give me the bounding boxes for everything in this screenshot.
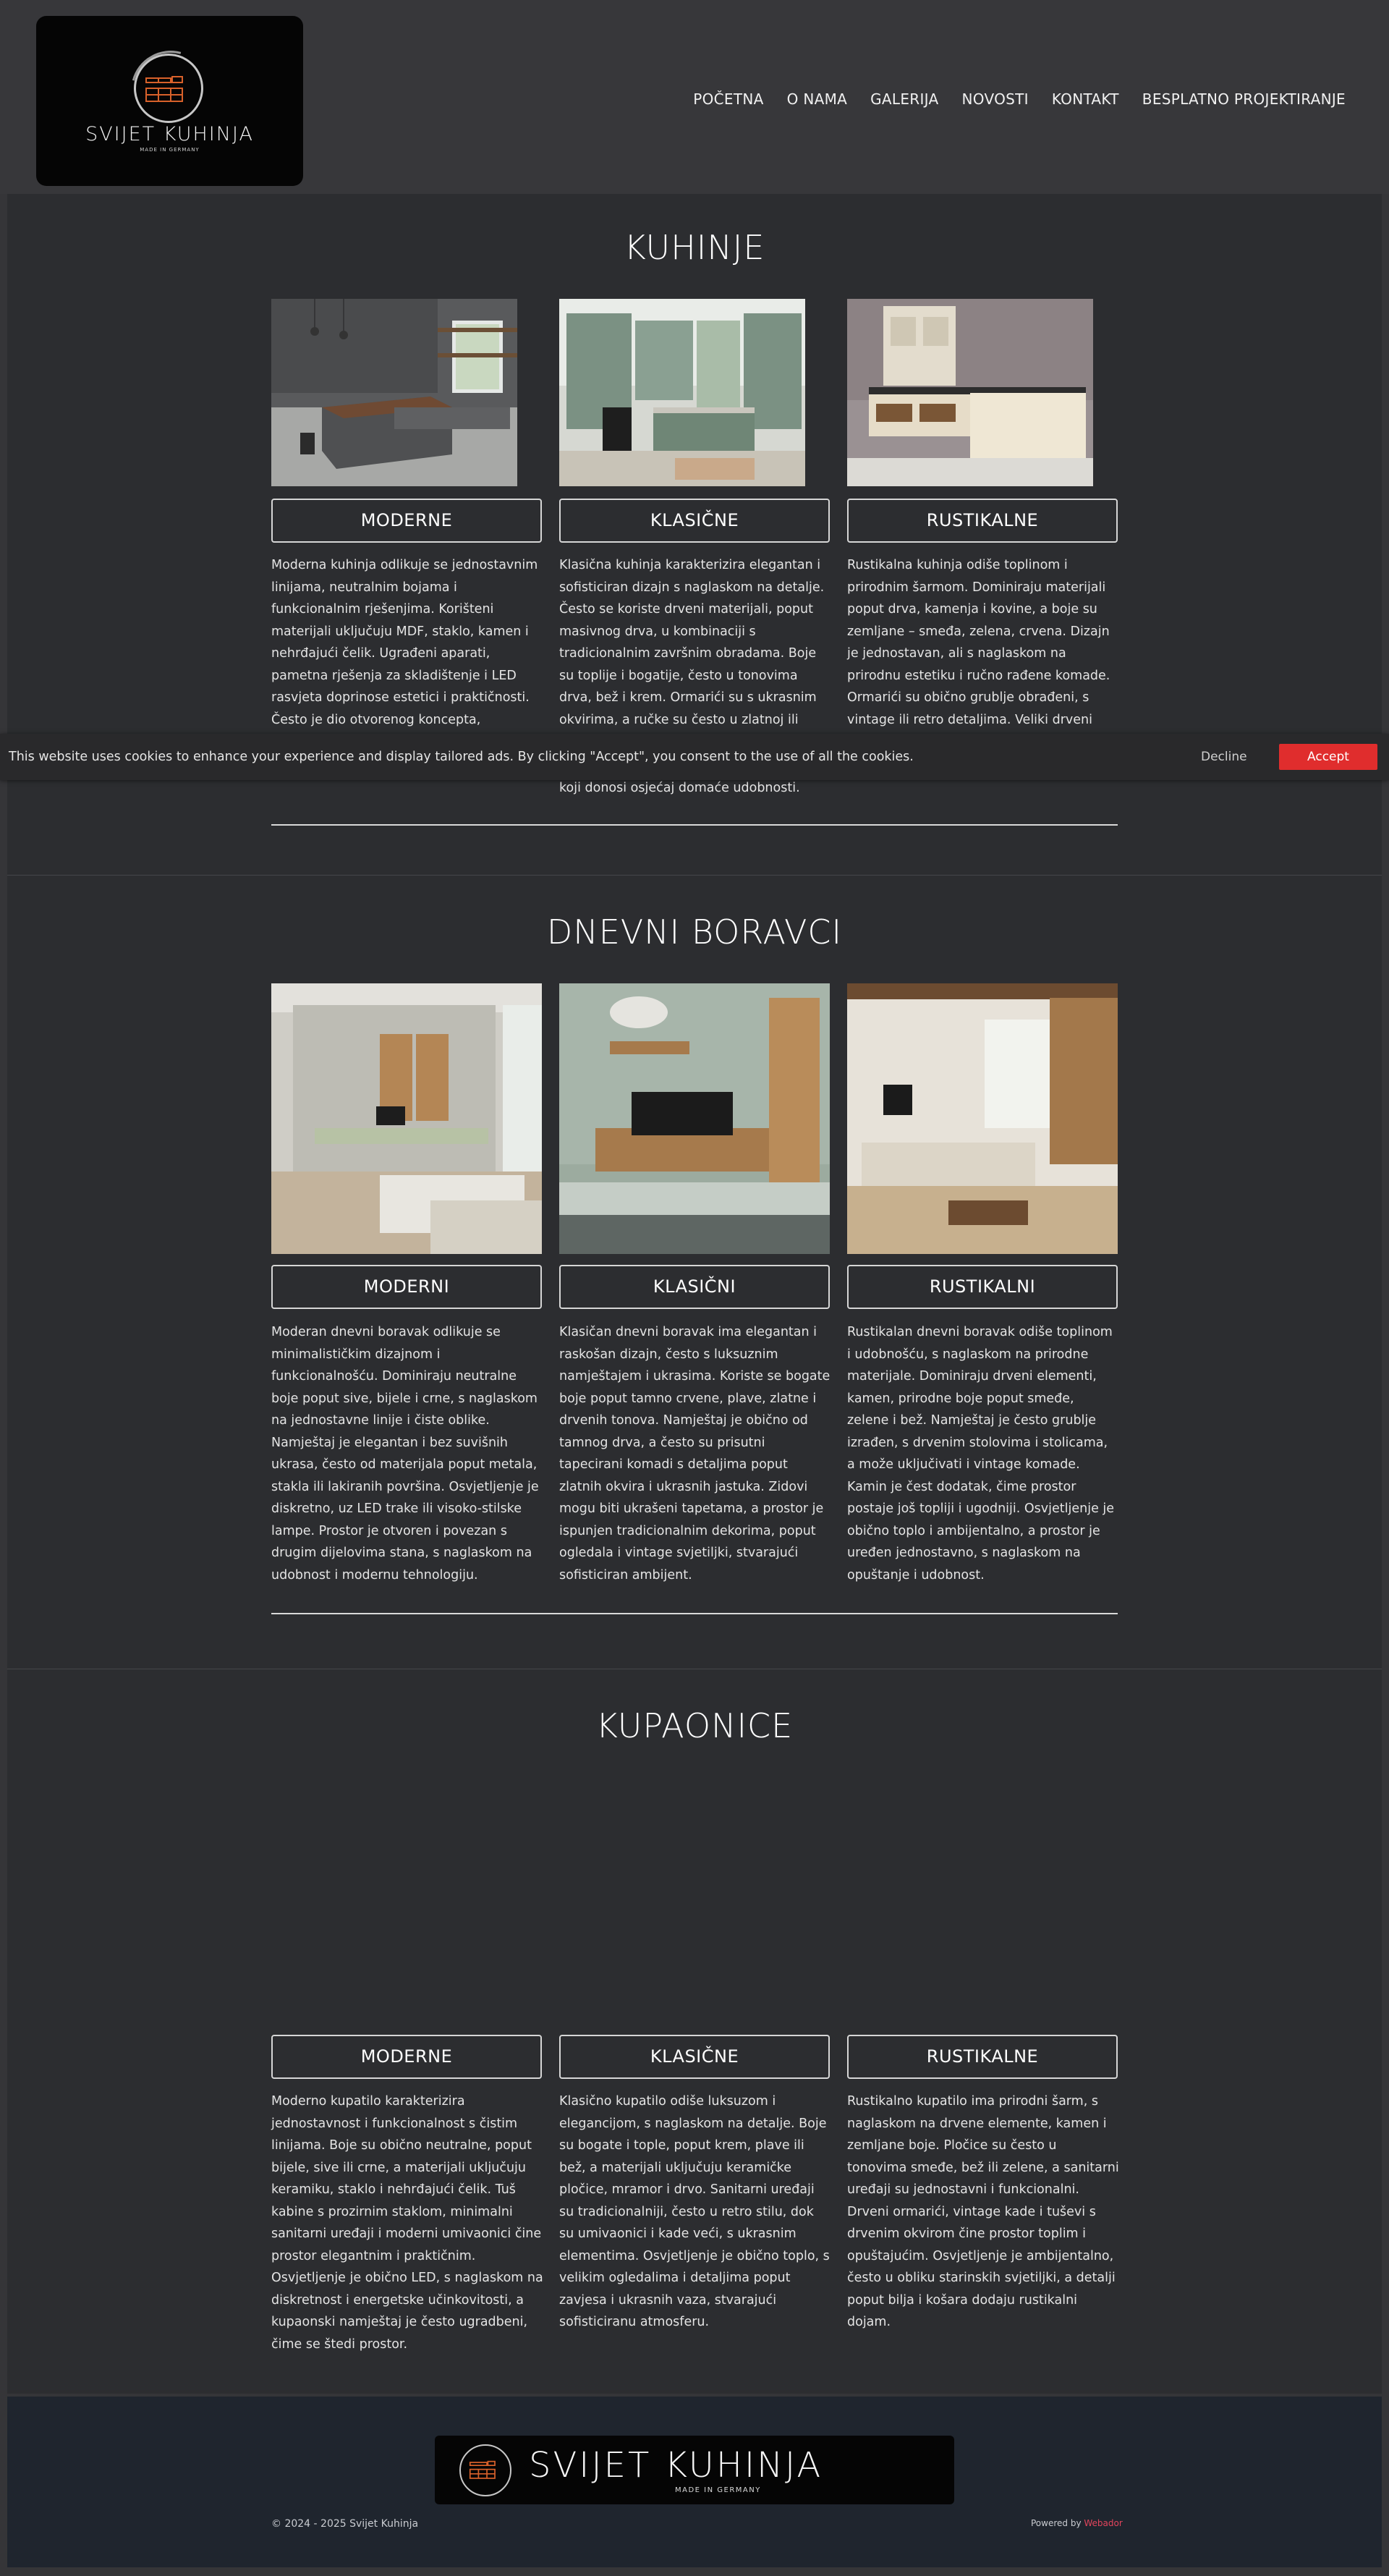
classic-kitchen-image <box>559 299 805 486</box>
category-button-klasicne-kupaonice[interactable]: KLASIČNE <box>559 2035 830 2079</box>
rustic-living-room-image <box>847 983 1118 1254</box>
powered-by <box>1031 2518 1123 2528</box>
kitchen-logo-icon <box>468 2457 503 2483</box>
nav-item-pocetna[interactable]: POČETNA <box>693 90 764 108</box>
category-button-rustikalne-kupaonice[interactable]: RUSTIKALNE <box>847 2035 1118 2079</box>
section-title-kuhinje: KUHINJE <box>624 228 765 267</box>
site-header <box>0 0 1389 194</box>
site-footer <box>7 2397 1382 2567</box>
modern-kitchen-image <box>271 299 517 486</box>
description-klasicne-kupaonice: Klasično kupatilo odiše luksuzom i elegancijom, s naglaskom na detalje. Boje su bogate i tople, poput krem, plave ili bež, a materijali uključuju keramičke pločice, mramor i drvo. Sanitarni uređaji su tradicionalniji, često u retro stilu, dok su umivaonici i kade veći, s ukrasnim elementima. Osvjetljenje je obično toplo, s velikim ogledalima i detaljima poput zavjesa i ukrasnih vaza, stvarajući sofisticiranu atmosferu. <box>559 2094 830 2329</box>
section-title-kupaonice: KUPAONICE <box>595 1706 794 1745</box>
category-button-moderne-kuhinje[interactable]: MODERNE <box>271 499 542 543</box>
copyright-text: © 2024 - 2025 Svijet Kuhinja <box>271 2518 419 2530</box>
footer-logo-tagline: MADE IN GERMANY <box>675 2486 761 2494</box>
category-button-moderni-boravci[interactable]: MODERNI <box>271 1265 542 1309</box>
description-klasicne-kuhinje-tail: koji donosi osjećaj domaće udobnosti. <box>559 781 800 795</box>
section-title-dnevni-boravci: DNEVNI BORAVCI <box>546 912 843 952</box>
category-button-klasicne-kuhinje[interactable]: KLASIČNE <box>559 499 830 543</box>
description-moderne-kupaonice: Moderno kupatilo karakterizira jednostavnost i funkcionalnost s čistim linijama. Boje su obično neutralne, poput bijele, sive ili crne, a materijali uključuju keramiku, staklo i nehrđajući čelik. Tuš kabine s prozirnim staklom, minimalni sanitarni uređaji i moderni umivaonici čine prostor elegantnim i praktičnim. Osvjetljenje je obično LED, s naglaskom na diskretnost i energetske učinkovitosti, a kupaonski namještaj je često ugradbeni, čime se štedi prostor. <box>271 2094 543 2352</box>
section-divider <box>271 1613 1118 1614</box>
main-nav <box>693 90 1346 108</box>
cookie-banner <box>0 734 1389 780</box>
powered-by-link[interactable]: Webador <box>1084 2518 1123 2528</box>
rustic-kitchen-image <box>847 299 1093 486</box>
cookie-accept-button[interactable]: Accept <box>1279 744 1377 770</box>
description-klasicne-kuhinje: Klasična kuhinja karakterizira elegantan i sofisticiran dizajn s naglaskom na detalje. Često se koriste drveni materijali, poput masivnog drva, u kombinaciji s tradicionalnim završnim obradama. Boje su toplije i bogatije, često u tonovima drva, bež i krem. Ormarići su s ukrasnim okvirima, a ručke su često u zlatnoj ili <box>559 558 825 727</box>
nav-item-kontakt[interactable]: KONTAKT <box>1051 90 1119 108</box>
category-button-klasicni-boravci[interactable]: KLASIČNI <box>559 1265 830 1309</box>
modern-living-room-image <box>271 983 542 1254</box>
logo-tagline: MADE IN GERMANY <box>140 147 200 153</box>
nav-item-galerija[interactable]: GALERIJA <box>870 90 939 108</box>
logo-wordmark: SVIJET KUHINJA <box>85 123 254 145</box>
footer-logo[interactable] <box>435 2436 954 2504</box>
description-klasicni-boravci: Klasičan dnevni boravak ima elegantan i raskošan dizajn, često s luksuznim namještajem i ukrasima. Koriste se bogate boje poput tamno crvene, plave, zlatne i drvenih tonova. Namještaj je obično od tamnog drva, a često su prisutni tapecirani komadi s detaljima poput zlatnih okvira i ukrasnih jastuka. Zidovi mogu biti ukrašeni tapetama, a prostor je ispunjen tradicionalnim dekorima, poput ogledala i vintage svjetiljki, stvarajući sofisticiran ambijent. <box>559 1325 831 1583</box>
classic-living-room-image <box>559 983 830 1254</box>
powered-by-prefix: Powered by <box>1031 2518 1084 2528</box>
cookie-decline-button[interactable]: Decline <box>1201 750 1247 764</box>
kitchen-logo-icon <box>143 75 194 104</box>
site-logo[interactable] <box>36 16 303 186</box>
description-rustikalne-kupaonice: Rustikalno kupatilo ima prirodni šarm, s naglaskom na drvene elemente, kamen i zemljane boje. Pločice su često u tonovima smeđe, bež ili zelene, a sanitarni uređaji su jednostavni i funkcionalni. Drveni ormarići, vintage kade i tuševi s drvenim okvirom čine prostor toplim i opuštajućim. Osvjetljenje je ambijentalno, često u obliku starinskih svjetiljki, a detalji poput bilja i košara dodaju rustikalni dojam. <box>847 2094 1119 2329</box>
cookie-message: This website uses cookies to enhance your experience and display tailored ads. By clicking "Accept", you consent to the use of all the cookies. <box>9 750 914 764</box>
category-button-rustikalne-kuhinje[interactable]: RUSTIKALNE <box>847 499 1118 543</box>
nav-item-novosti[interactable]: NOVOSTI <box>961 90 1029 108</box>
section-divider <box>271 824 1118 826</box>
nav-item-besplatno-projektiranje[interactable]: BESPLATNO PROJEKTIRANJE <box>1142 90 1346 108</box>
description-rustikalne-kuhinje: Rustikalna kuhinja odiše toplinom i prirodnim šarmom. Dominiraju materijali poput drva, kamenja i kovine, a boje su zemljane – smeđa, zelena, crvena. Dizajn je jednostavan, ali s naglaskom na prirodnu estetiku i ručno rađene komade. Ormarići su obično grublje obrađeni, s vintage ili retro detaljima. Veliki drveni <box>847 558 1110 727</box>
description-rustikalni-boravci: Rustikalan dnevni boravak odiše toplinom i udobnošću, s naglaskom na prirodne materijale. Dominiraju drveni elementi, kamen, prirodne boje poput smeđe, zelene i bež. Namještaj je često grublje izrađen, s drvenim stolovima i stolicama, a može uključivati i vintage komade. Kamin je čest dodatak, čime prostor postaje još topliji i ugodniji. Osvjetljenje je obično toplo i ambijentalno, a prostor je uređen jednostavno, s naglaskom na opuštanje i udobnost. <box>847 1325 1115 1583</box>
section-separator <box>7 875 1382 876</box>
description-moderne-kuhinje: Moderna kuhinja odlikuje se jednostavnim linijama, neutralnim bojama i funkcionalnim rješenjima. Korišteni materijali uključuju MDF, staklo, kamen i nehrđajući čelik. Ugrađeni aparati, pametna rješenja za skladištenje i LED rasvjeta doprinose estetici i praktičnosti. Često je dio otvorenog koncepta, <box>271 558 538 727</box>
category-button-rustikalni-boravci[interactable]: RUSTIKALNI <box>847 1265 1118 1309</box>
description-moderni-boravci: Moderan dnevni boravak odlikuje se minimalističkim dizajnom i funkcionalnošću. Dominiraju neutralne boje poput sive, bijele i crne, s naglaskom na jednostavne linije i čiste oblike. Namještaj je elegantan i bez suvišnih ukrasa, često od materijala poput metala, stakla ili lakiranih površina. Osvjetljenje je diskretno, uz LED trake ili visoko-stilske lampe. Prostor je otvoren i povezan s drugim dijelovima stana, s naglaskom na udobnost i modernu tehnologiju. <box>271 1325 539 1583</box>
nav-item-o-nama[interactable]: O NAMA <box>786 90 848 108</box>
footer-logo-wordmark: SVIJET KUHINJA <box>529 2445 823 2486</box>
category-button-moderne-kupaonice[interactable]: MODERNE <box>271 2035 542 2079</box>
